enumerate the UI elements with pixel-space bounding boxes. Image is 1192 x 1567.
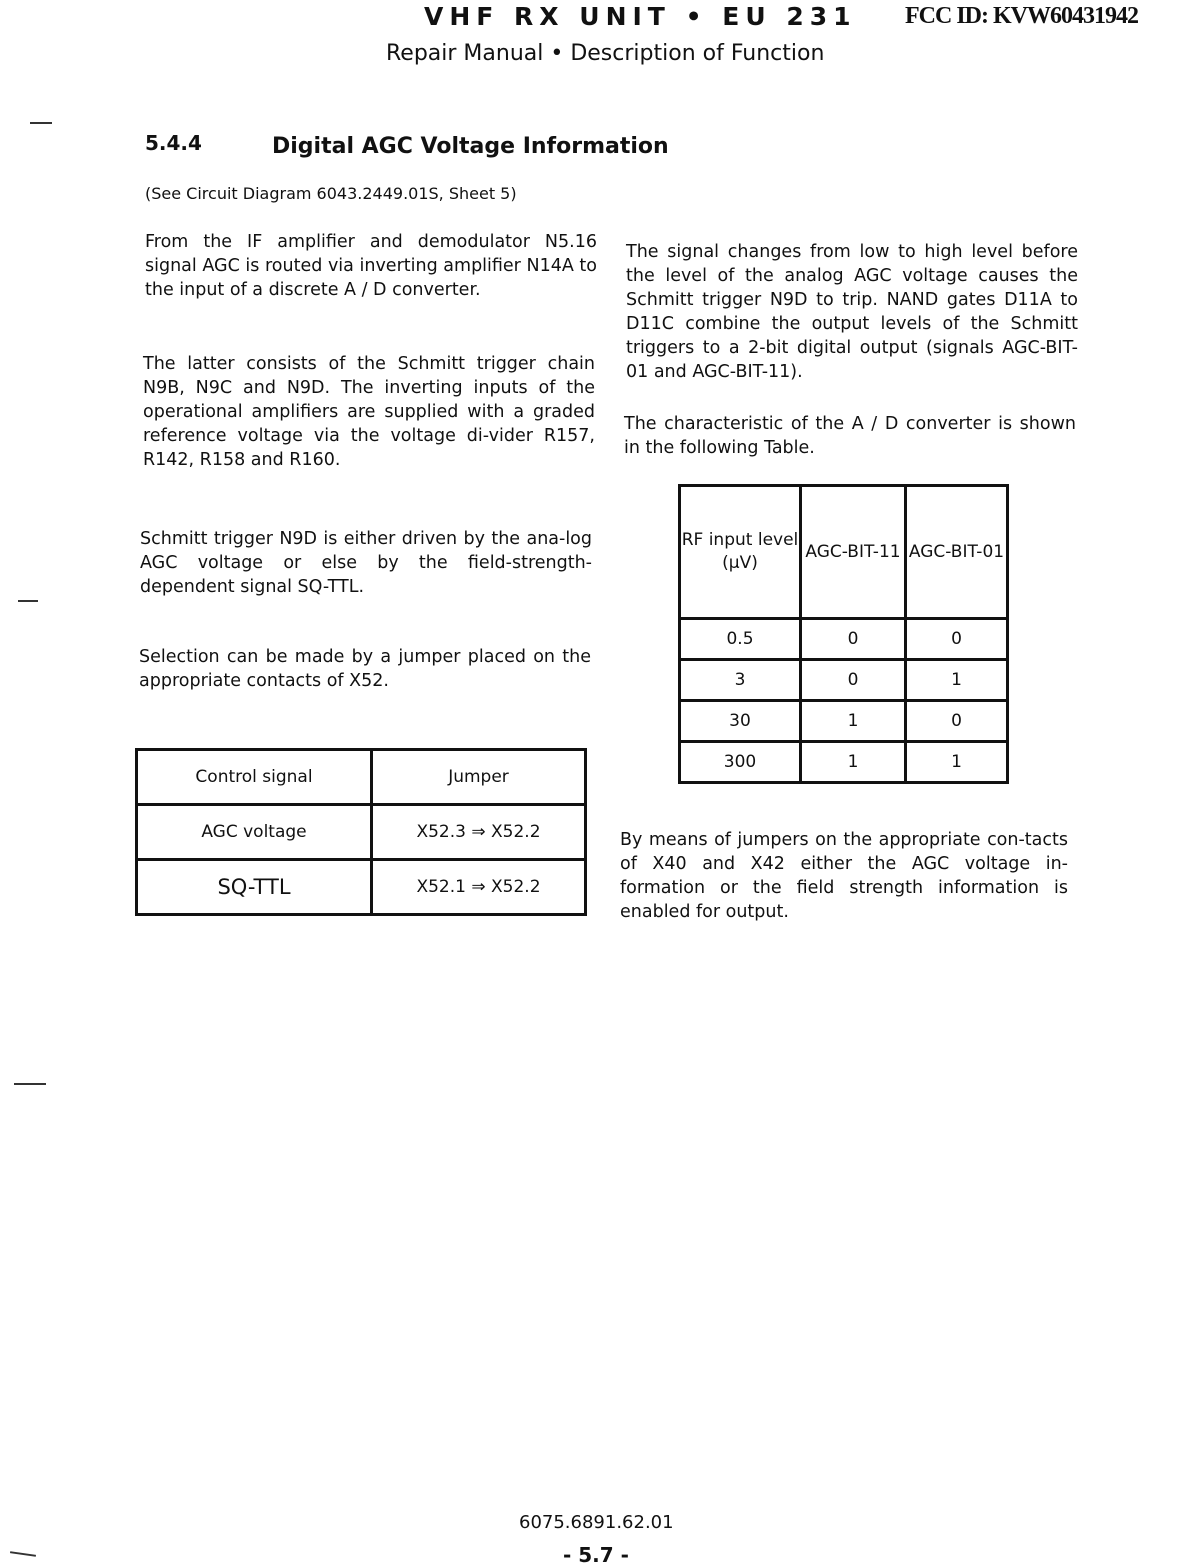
right-paragraph-1: The signal changes from low to high level before the level of the analog AGC voltage causes the Schmitt trigger N9D to trip. NAND gates D11A to D11C combine the output levels of the Schmitt triggers to a 2-bit digital output (signals AGC-BIT-01 and AGC-BIT-11). [626,242,1078,382]
jumper-cell: X52.1 ⇒ X52.2 [372,860,586,915]
document-number: 6075.6891.62.01 [519,1512,674,1533]
header-agc-bit-11: AGC-BIT-11 [801,486,906,619]
control-signal-cell: AGC voltage [137,805,372,860]
left-paragraph-2: The latter consists of the Schmitt trigger chain N9B, N9C and N9D. The inverting inputs of the operational amplifiers are supplied with a graded reference voltage via the voltage di-vider R157, R142, R158 and R160. [143,354,595,470]
section-number: 5.4.4 [145,131,202,155]
table-header-row [137,750,586,805]
bit-11-cell: 1 [801,742,906,783]
table-row [680,619,1008,660]
section-title: Digital AGC Voltage Information [272,134,669,159]
bit-11-cell: 0 [801,660,906,701]
bit-11-cell: 1 [801,701,906,742]
table-header-row [680,486,1008,619]
control-signal-cell: SQ-TTL [137,860,372,915]
scan-mark [18,600,38,602]
header-rf-input-level: RF input level (µV) [680,486,801,619]
rf-level-cell: 0.5 [680,619,801,660]
header-control-signal: Control signal [137,750,372,805]
table-row [680,701,1008,742]
adc-characteristic-table [678,484,1009,784]
left-paragraph-4: Selection can be made by a jumper placed on the appropriate contacts of X52. [139,647,591,691]
header-jumper: Jumper [372,750,586,805]
bit-01-cell: 0 [906,701,1008,742]
scan-mark [14,1083,46,1085]
table-row [680,742,1008,783]
rf-level-cell: 300 [680,742,801,783]
table-row [680,660,1008,701]
bit-01-cell: 0 [906,619,1008,660]
right-paragraph-2: The characteristic of the A / D converter is shown in the following Table. [624,414,1076,458]
unit-title: VHF RX UNIT • EU 231 [424,2,857,31]
header-agc-bit-01: AGC-BIT-01 [906,486,1008,619]
left-paragraph-3: Schmitt trigger N9D is either driven by the ana-log AGC voltage or else by the field-strength-dependent signal SQ-TTL. [140,529,592,597]
jumper-cell: X52.3 ⇒ X52.2 [372,805,586,860]
left-paragraph-1: From the IF amplifier and demodulator N5.16 signal AGC is routed via inverting amplifier N14A to the input of a discrete A / D converter. [145,232,597,300]
bit-01-cell: 1 [906,742,1008,783]
right-paragraph-3: By means of jumpers on the appropriate con-tacts of X40 and X42 either the AGC voltage in-formation or the field strength information is enabled for output. [620,830,1068,922]
scan-mark [30,122,52,124]
page-number: - 5.7 - [563,1543,629,1567]
table-row [137,805,586,860]
bit-01-cell: 1 [906,660,1008,701]
fcc-id: FCC ID: KVW60431942 [905,3,1138,29]
bit-11-cell: 0 [801,619,906,660]
jumper-table [135,748,587,916]
circuit-reference: (See Circuit Diagram 6043.2449.01S, Sheet 5) [145,184,517,203]
rf-level-cell: 30 [680,701,801,742]
table-row [137,860,586,915]
rf-level-cell: 3 [680,660,801,701]
manual-subtitle: Repair Manual • Description of Function [386,41,825,66]
scan-mark [10,1551,36,1557]
